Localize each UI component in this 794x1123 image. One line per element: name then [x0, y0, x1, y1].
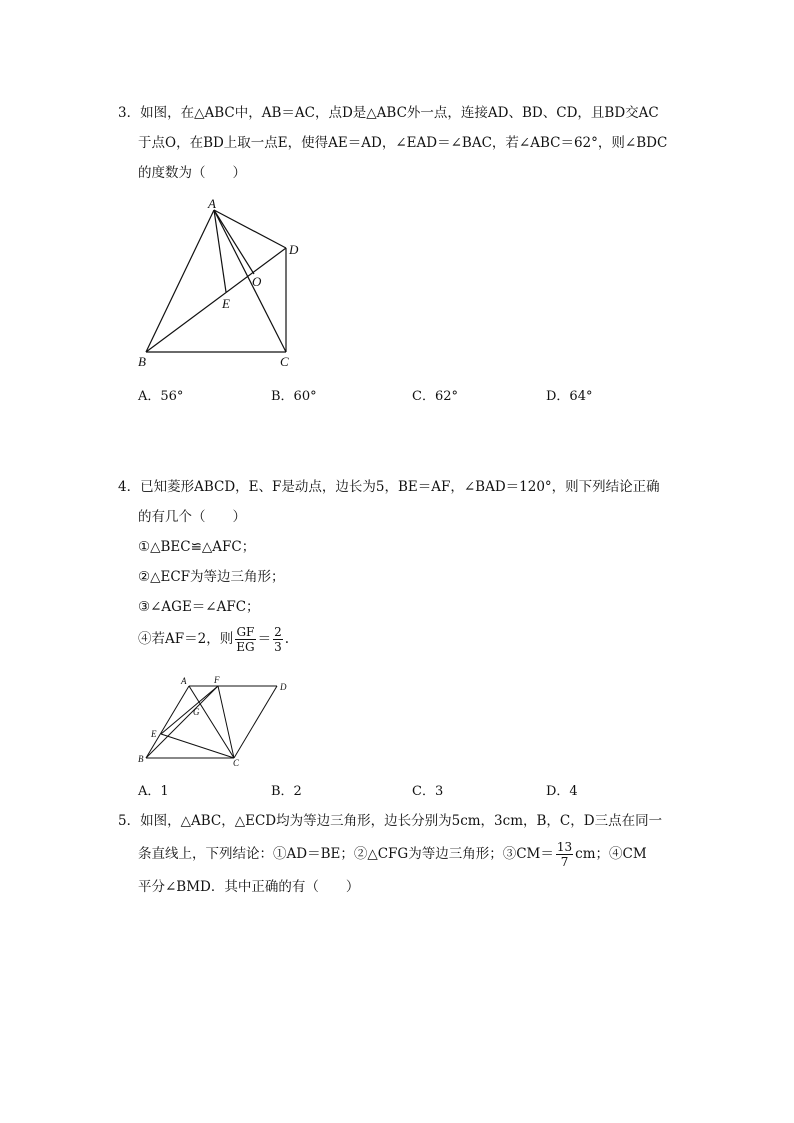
q4-text-line2: 的有几个（ ）	[138, 509, 246, 525]
q3-option-a[interactable]: A．56°	[138, 389, 184, 404]
q3-label-B: B	[138, 354, 146, 369]
question-3	[118, 98, 678, 188]
q3-label-A: A	[208, 196, 216, 211]
q4-item-4-end: .	[284, 631, 290, 647]
q4-item-4	[118, 622, 678, 656]
q4-item-4-prefix: ④若AF＝2，则	[138, 631, 234, 647]
q5-line2-a: 条直线上，下列结论：①AD＝BE；②△CFG为等边三角形；③CM＝	[138, 846, 554, 862]
q3-seg-AD	[214, 210, 286, 248]
q4-item-2: ②△ECF为等边三角形；	[138, 569, 285, 585]
q4-frac-num: GF	[236, 625, 255, 639]
q5-text-line1: 5．如图，△ABC，△ECD均为等边三角形，边长分别为5cm，3cm，B，C，D三点在同一	[118, 813, 663, 829]
q4-text-line1: 4．已知菱形ABCD，E、F是动点，边长为5，BE＝AF，∠BAD＝120°，则下列结论正确	[118, 479, 660, 495]
q3-option-d[interactable]: D．64°	[546, 389, 593, 404]
q5-line2-b: cm；④CM	[575, 846, 647, 862]
q4-label-E: E	[151, 729, 157, 739]
q3-option-c[interactable]: C．62°	[412, 389, 458, 404]
q3-seg-CE	[214, 210, 254, 274]
q3-label-D: D	[289, 242, 299, 257]
q3-options	[138, 385, 698, 405]
q3-label-C: C	[280, 354, 289, 369]
q5-frac-num: 13	[556, 840, 573, 854]
q3-text-line3: 的度数为（ ）	[138, 165, 246, 181]
q4-label-C: C	[233, 758, 240, 768]
q4-figure	[132, 670, 302, 770]
q4-label-B: B	[138, 754, 144, 764]
q3-figure	[130, 196, 310, 371]
q4-seg-AC	[189, 686, 234, 758]
q4-label-F: F	[214, 675, 220, 685]
q4-option-b[interactable]: B．2	[271, 784, 302, 799]
q3-seg-AB	[146, 210, 214, 352]
q4-frac2-den: 3	[274, 640, 282, 654]
q4-fraction-gf-eg	[235, 625, 255, 654]
q3-text-line1: 3．如图，在△ABC中，AB＝AC，点D是△ABC外一点，连接AD、BD、CD，且BD交AC	[118, 105, 659, 121]
q5-text-line3: 平分∠BMD．其中正确的有（ ）	[138, 879, 360, 895]
question-5	[118, 806, 678, 902]
q3-option-b[interactable]: B．60°	[271, 389, 317, 404]
q4-item-3: ③∠AGE＝∠AFC；	[138, 599, 260, 615]
q4-option-a[interactable]: A．1	[138, 784, 169, 799]
q4-label-D: D	[280, 682, 287, 692]
q5-frac-den: 7	[560, 855, 569, 869]
q4-frac-den: EG	[236, 640, 255, 654]
q4-fraction-2-3	[273, 625, 283, 654]
q4-option-d[interactable]: D．4	[546, 784, 578, 799]
q4-item-4-eq: ＝	[257, 631, 272, 647]
question-4	[118, 472, 678, 656]
q5-fraction-13-7	[556, 840, 573, 869]
q4-options	[138, 780, 698, 800]
q4-seg-DC	[234, 686, 277, 758]
q4-seg-EF	[161, 686, 218, 734]
q4-label-A: A	[181, 676, 187, 686]
q4-label-G: G	[193, 707, 200, 717]
q4-option-c[interactable]: C．3	[412, 784, 444, 799]
q3-text-line2: 于点O，在BD上取一点E，使得AE＝AD，∠EAD＝∠BAC，若∠ABC＝62°，则∠BDC	[138, 135, 668, 151]
q4-frac2-num: 2	[274, 625, 282, 639]
q3-label-O: O	[252, 274, 262, 289]
q4-seg-EC	[161, 734, 234, 758]
q3-label-E: E	[222, 296, 230, 311]
q4-item-1: ①△BEC≌△AFC；	[138, 539, 256, 555]
q4-seg-FC	[218, 686, 234, 758]
q3-seg-BD	[146, 248, 286, 352]
q5-text-line2	[118, 836, 678, 872]
